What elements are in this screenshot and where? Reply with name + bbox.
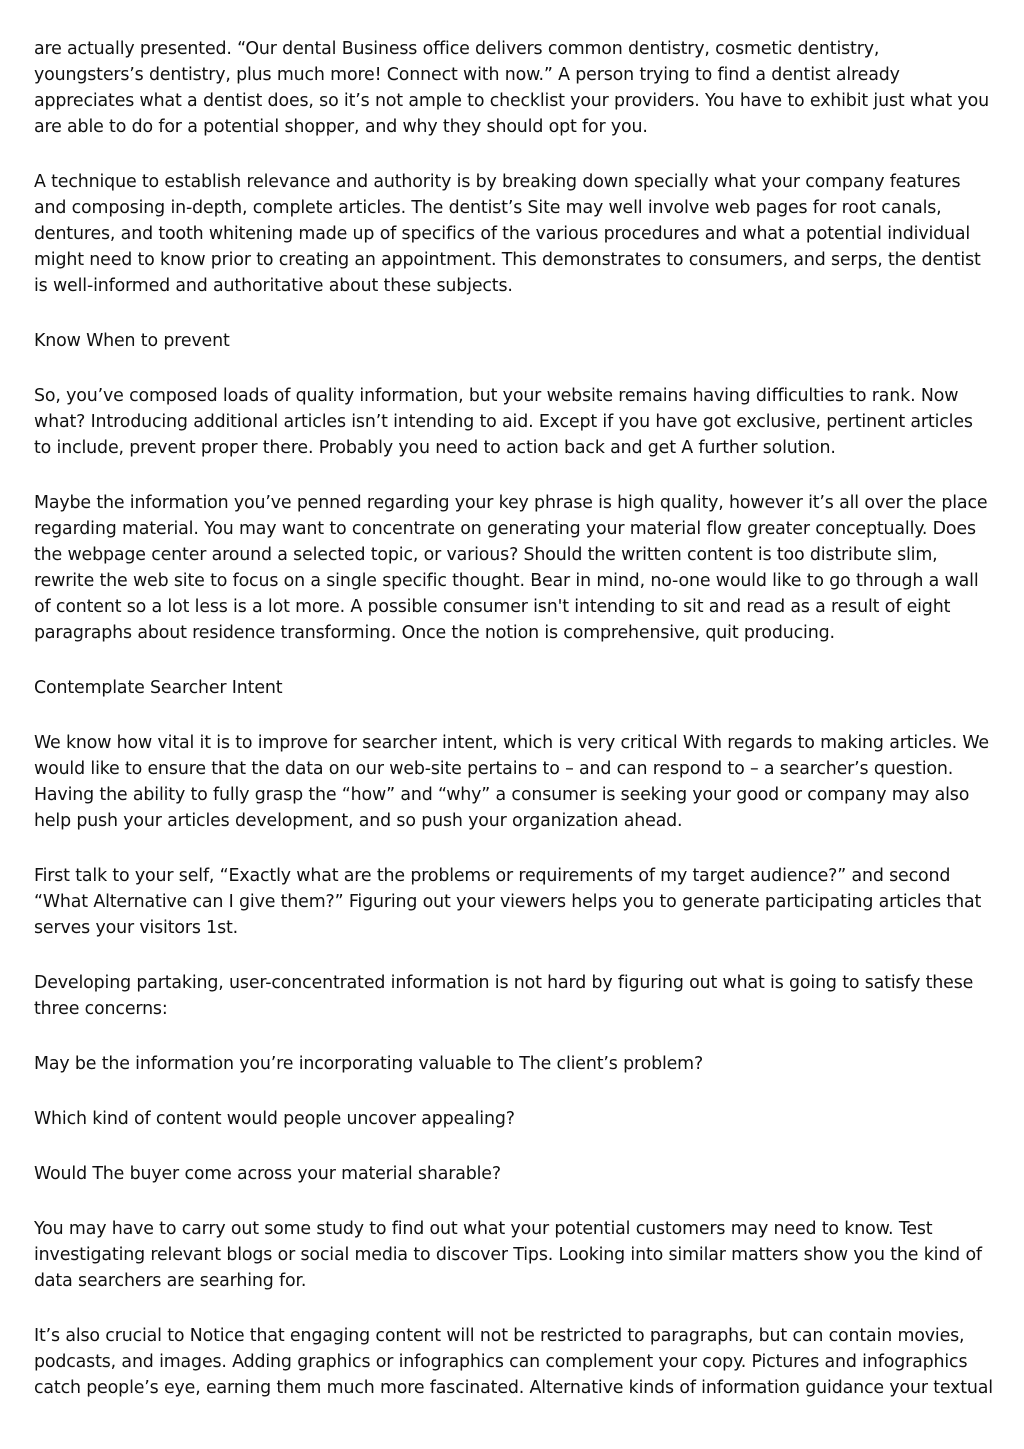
question-item: Which kind of content would people uncover appealing? bbox=[34, 1109, 515, 1129]
paragraph: It’s also crucial to Notice that engaging content will not be restricted to paragraphs, but can contain movies, podcasts, and images. Adding graphics or infographics can complement your copy. Pictures and infographics catch people’s eye, earning them much more fascinated. Alternative kinds of information guidance your textual bbox=[34, 1326, 993, 1398]
question-item: May be the information you’re incorporating valuable to The client’s problem? bbox=[34, 1054, 704, 1074]
paragraph: A technique to establish relevance and authority is by breaking down specially what your company features and composing in-depth, complete articles. The dentist’s Site may well involve web pages for root canals, dentures, and tooth whitening made up of specifics of the various procedures and what a potential individual might need to know prior to creating an appointment. This demonstrates to consumers, and serps, the dentist is well-informed and authoritative about these subjects. bbox=[34, 172, 981, 296]
paragraph: First talk to your self, “Exactly what are the problems or requirements of my target audience?” and second “What Alternative can I give them?” Figuring out your viewers helps you to generate participating articles that serves your visitors 1st. bbox=[34, 866, 982, 938]
section-heading: Know When to prevent bbox=[34, 331, 230, 351]
document-page bbox=[34, 36, 994, 1430]
question-item: Would The buyer come across your material sharable? bbox=[34, 1164, 501, 1184]
paragraph: Developing partaking, user-concentrated information is not hard by figuring out what is going to satisfy these three concerns: bbox=[34, 973, 974, 1019]
paragraph: We know how vital it is to improve for searcher intent, which is very critical With regards to making articles. We would like to ensure that the data on our web-site pertains to – and can respond to – a searcher’s question. Having the ability to fully grasp the “how” and “why” a consumer is seeking your good or company may also help push your articles development, and so push your organization ahead. bbox=[34, 733, 989, 831]
section-heading: Contemplate Searcher Intent bbox=[34, 678, 283, 698]
paragraph: are actually presented. “Our dental Business office delivers common dentistry, cosmetic dentistry, youngsters’s dentistry, plus much more! Connect with now.” A person trying to find a dentist already appreciates what a dentist does, so it’s not ample to checklist your providers. You have to exhibit just what you are able to do for a potential shopper, and why they should opt for you. bbox=[34, 39, 989, 137]
paragraph: You may have to carry out some study to find out what your potential customers may need to know. Test investigating relevant blogs or social media to discover Tips. Looking into similar matters show you the kind of data searchers are searhing for. bbox=[34, 1219, 982, 1291]
paragraph: So, you’ve composed loads of quality information, but your website remains having difficulties to rank. Now what? Introducing additional articles isn’t intending to aid. Except if you have got exclusive, pertinent articles to include, prevent proper there. Probably you need to action back and get A further solution. bbox=[34, 386, 973, 458]
paragraph: Maybe the information you’ve penned regarding your key phrase is high quality, however it’s all over the place regarding material. You may want to concentrate on generating your material flow greater conceptually. Does the webpage center around a selected topic, or various? Should the written content is too distribute slim, rewrite the web site to focus on a single specific thought. Bear in mind, no-one would like to go through a wall of content so a lot less is a lot more. A possible consumer isn't intending to sit and read as a result of eight paragraphs about residence transforming. Once the notion is comprehensive, quit producing. bbox=[34, 493, 988, 643]
